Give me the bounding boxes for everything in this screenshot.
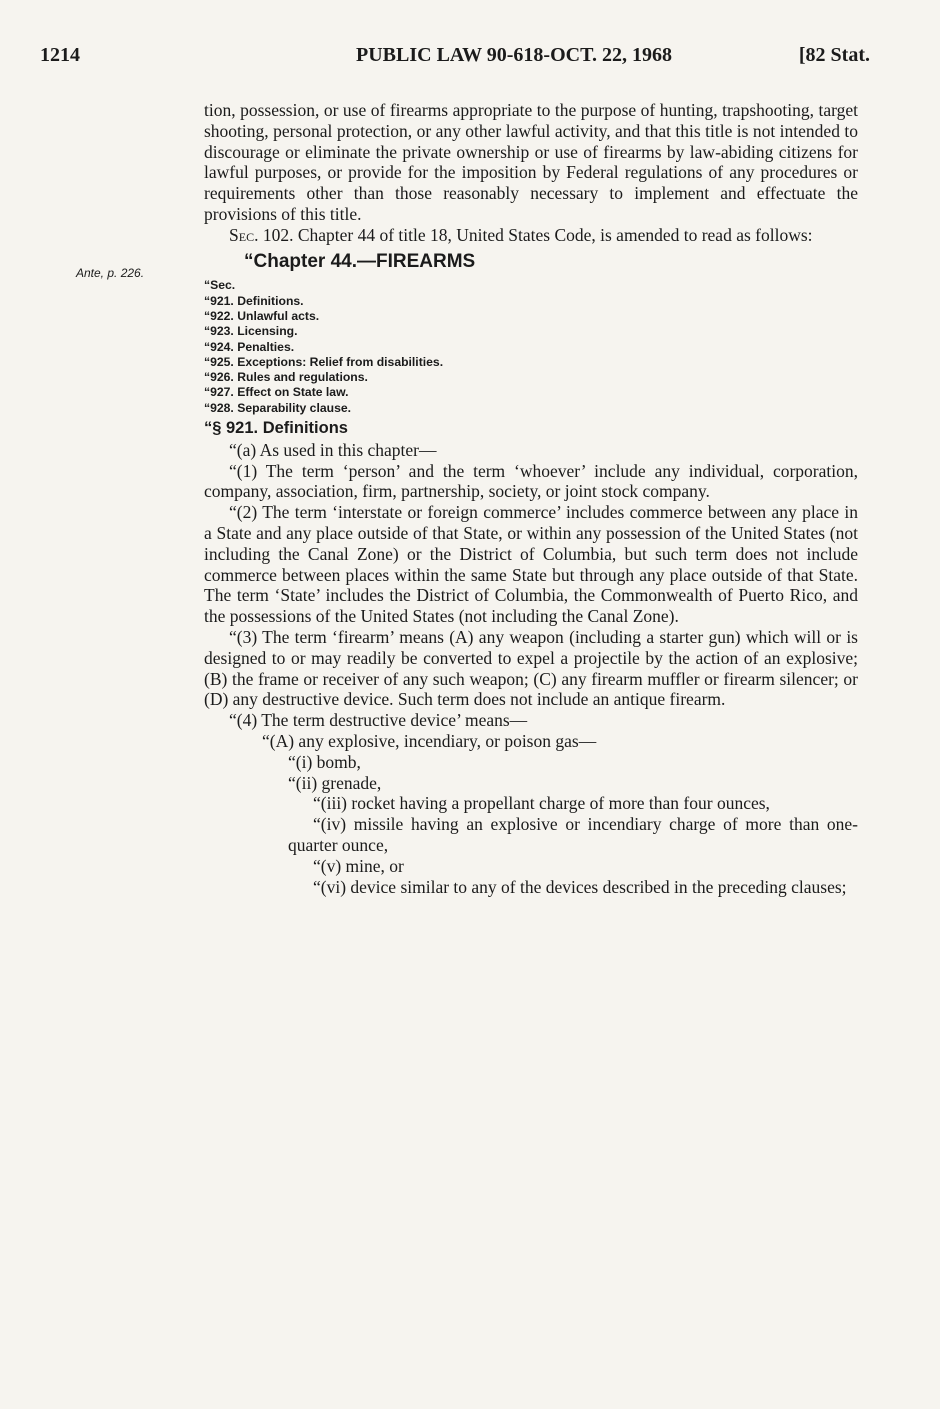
- page-number: 1214: [40, 44, 80, 66]
- toc-item: “922. Unlawful acts.: [204, 308, 320, 323]
- clause-ii: “(ii) grenade,: [288, 772, 382, 793]
- toc-item: “925. Exceptions: Relief from disabilities.: [204, 354, 444, 369]
- clause-v: “(v) mine, or: [313, 855, 404, 876]
- paragraph-continuation: tion, possession, or use of firearms appropriate to the purpose of hunting, trapshooting, target shooting, personal protection, or any other lawful activity, and that this title is not intended to discourage or eliminate the private ownership or use of firearms by law-abiding citizens for lawful purposes, or provide for the imposition by Federal regulations of any procedures or requirements other than those reasonably necessary to implement and effectuate the provisions of this title.: [204, 100, 858, 224]
- toc-item: “923. Licensing.: [204, 324, 298, 339]
- section-label: Sec.: [229, 224, 259, 245]
- page-header: [40, 44, 870, 74]
- body-text: [204, 100, 858, 897]
- clause-iv: “(iv) missile having an explosive or incendiary charge of more than one-quarter ounce,: [288, 814, 858, 855]
- definition-4-A: “(A) any explosive, incendiary, or poison gas—: [262, 731, 597, 751]
- toc-item: “926. Rules and regulations.: [204, 370, 368, 385]
- definition-1: “(1) The term ‘person’ and the term ‘whoever’ include any individual, corporation, company, association, firm, partnership, society, or joint stock company.: [204, 460, 858, 502]
- toc-item: “921. Definitions.: [204, 293, 304, 308]
- definition-a: “(a) As used in this chapter—: [229, 439, 437, 460]
- section-102-paragraph: [204, 225, 858, 246]
- toc-item: “928. Separability clause.: [204, 400, 352, 415]
- chapter-heading: “Chapter 44.—FIREARMS: [244, 250, 476, 272]
- clause-i: “(i) bomb,: [288, 751, 361, 772]
- definition-2: “(2) The term ‘interstate or foreign commerce’ includes commerce between any place in a State and any place outside of that State, or within any possession of the United States (not including the Canal Zone) or the District of Columbia, but such term does not include commerce between places within the same State but through any place outside of that State. The term ‘State’ includes the District of Columbia, the Commonwealth of Puerto Rico, and the possessions of the United States (not including the Canal Zone).: [204, 502, 858, 627]
- clause-iii: “(iii) rocket having a propellant charge of more than four ounces,: [313, 793, 770, 814]
- clause-vi: “(vi) device similar to any of the devices described in the preceding clauses;: [313, 876, 847, 897]
- page-title: PUBLIC LAW 90-618-OCT. 22, 1968: [356, 44, 672, 66]
- table-of-contents: [204, 278, 858, 416]
- margin-note: Ante, p. 226.: [76, 266, 145, 280]
- statute-citation: [82 Stat.: [798, 44, 870, 66]
- section-heading: “§ 921. Definitions: [204, 419, 348, 438]
- section-102-text: 102. Chapter 44 of title 18, United States Code, is amended to read as follows:: [262, 224, 813, 245]
- toc-item: “927. Effect on State law.: [204, 385, 349, 400]
- toc-item: “Sec.: [204, 278, 236, 293]
- toc-item: “924. Penalties.: [204, 339, 295, 354]
- definition-3: “(3) The term ‘firearm’ means (A) any weapon (including a starter gun) which will or is designed to or may readily be converted to expel a projectile by the action of an explosive; (B) the frame or receiver of any such weapon; (C) any firearm muffler or firearm silencer; or (D) any destructive device. Such term does not include an antique firearm.: [204, 627, 858, 710]
- definition-4: “(4) The term destructive device’ means—: [229, 710, 528, 731]
